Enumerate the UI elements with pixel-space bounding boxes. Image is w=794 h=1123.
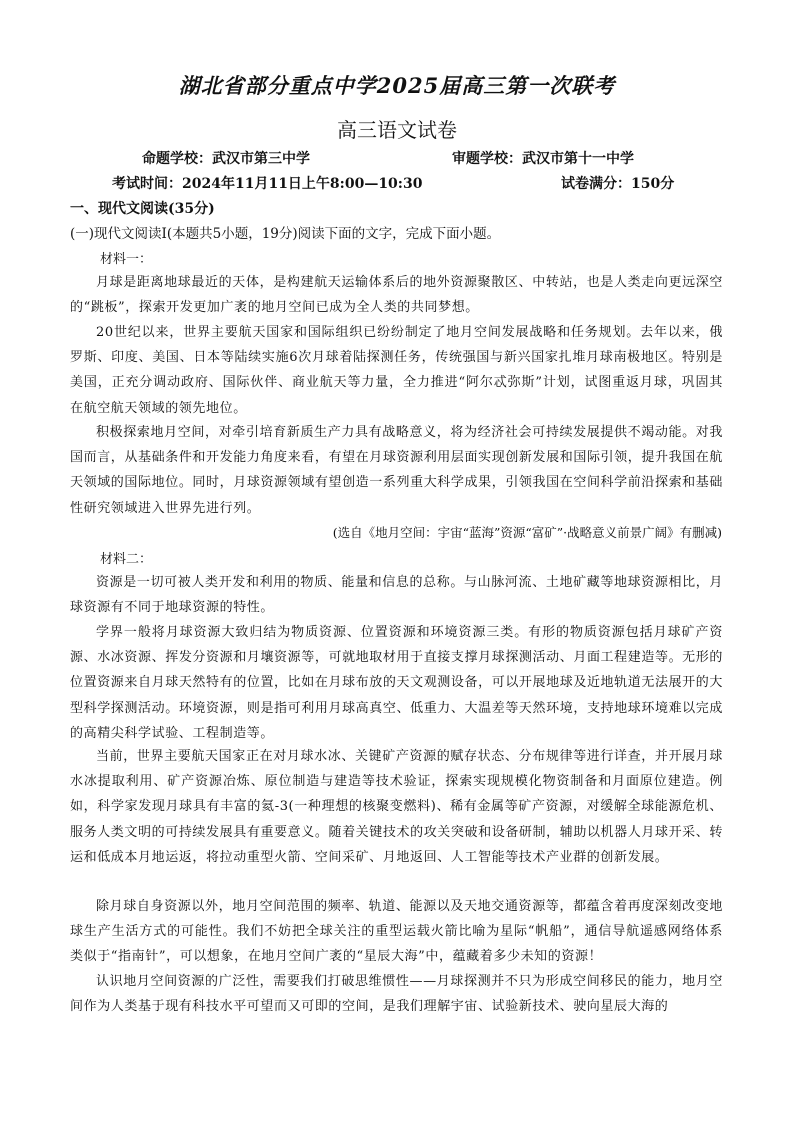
material-2-paragraph: 资源是一切可被人类开发和利用的物质、能量和信息的总称。与山脉河流、土地矿藏等地球资源相比，月球资源有不同于地球资源的特性。 <box>70 575 723 616</box>
material-1-paragraph: 月球是距离地球最近的天体，是构建航天运输体系后的地外资源聚散区、中转站，也是人类走向更远深空的“跳板”，探索开发更加广袤的地月空间已成为全人类的共同梦想。 <box>70 275 723 316</box>
material-2-paragraph: 除月球自身资源以外，地月空间范围的频率、轨道、能源以及天地交通资源等，都蕴含着再度深刻改变地球生产生活方式的可能性。我们不妨把全球关注的重型运载火箭比喻为星际“帆船”，通信导航遥感网络体系类似于“指南针”，可以想象，在地月空间广袤的“星辰大海”中，蕴藏着多少未知的资源！ <box>70 899 723 965</box>
reviewer-school: 审题学校：武汉市第十一中学 <box>452 151 634 167</box>
exam-time: 考试时间：2024年11月11日上午8:00—10:30 <box>112 176 423 192</box>
paper-subtitle: 高三语文试卷 <box>337 118 457 142</box>
material-2-paragraph: 当前，世界主要航天国家正在对月球水冰、关键矿产资源的赋存状态、分布规律等进行详查，并开展月球水冰提取利用、矿产资源冶炼、原位制造与建造等技术验证，探索实现规模化物资制备和月面原位建造。例如，科学家发现月球具有丰富的氦-3(一种理想的核聚变燃料)、稀有金属等矿产资源，对缓解全球能源危机、服务人类文明的可持续发展具有重要意义。随着关键技术的攻关突破和设备研制，辅助以机器人月球开采、转运和低成本月地运返，将拉动重型火箭、空间采矿、月地返回、人工智能等技术产业群的创新发展。 <box>70 749 723 865</box>
proposer-school: 命题学校：武汉市第三中学 <box>142 151 310 167</box>
full-score: 试卷满分：150分 <box>561 176 675 192</box>
material-2-paragraph: 认识地月空间资源的广泛性，需要我们打破思维惯性——月球探测并不只为形成空间移民的能力，地月空间作为人类基于现有科技水平可望而又可即的空间，是我们理解宇宙、试验新技术、驶向星辰大海的 <box>70 974 723 1015</box>
material-1-source: (选自《地月空间：宇宙“蓝海”资源“富矿”·战略意义前景广阔》有删减) <box>332 525 722 540</box>
material-1-paragraph: 积极探索地月空间，对牵引培育新质生产力具有战略意义，将为经济社会可持续发展提供不竭动能。对我国而言，从基础条件和开发能力角度来看，有望在月球资源利用层面实现创新发展和国际引领，提升我国在航天领域的国际地位。同时，月球资源领域有望创造一系列重大科学成果，引领我国在空间科学前沿探索和基础性研究领域进入世界先进行列。 <box>70 425 723 516</box>
material-2-paragraph: 学界一般将月球资源大致归结为物质资源、位置资源和环境资源三类。有形的物质资源包括月球矿产资源、水冰资源、挥发分资源和月壤资源等，可就地取材用于直接支撑月球探测活动、月面工程建造等。无形的位置资源来自月球天然特有的位置，比如在月球布放的天文观测设备，可以开展地球及近地轨道无法展开的大型科学探测活动。环境资源，则是指可利用月球高真空、低重力、大温差等天然环境，支持地球环境难以完成的高精尖科学试验、工程制造等。 <box>70 625 723 741</box>
exam-title: 湖北省部分重点中学2025届高三第一次联考 <box>178 73 616 98</box>
section-heading: 一、现代文阅读(35分) <box>70 201 215 217</box>
material-1-label: 材料一： <box>100 252 153 267</box>
material-2-label: 材料二： <box>100 552 153 567</box>
section-instruction: (一)现代文阅读I(本题共5小题，19分)阅读下面的文字，完成下面小题。 <box>70 226 501 242</box>
material-1-paragraph: 20世纪以来，世界主要航天国家和国际组织已纷纷制定了地月空间发展战略和任务规划。去年以来，俄罗斯、印度、美国、日本等陆续实施6次月球着陆探测任务，传统强国与新兴国家扎堆月球南极地区。特别是美国，正充分调动政府、国际伙伴、商业航天等力量，全力推进“阿尔忒弥斯”计划，试图重返月球，巩固其在航空航天领域的领先地位。 <box>70 325 723 416</box>
